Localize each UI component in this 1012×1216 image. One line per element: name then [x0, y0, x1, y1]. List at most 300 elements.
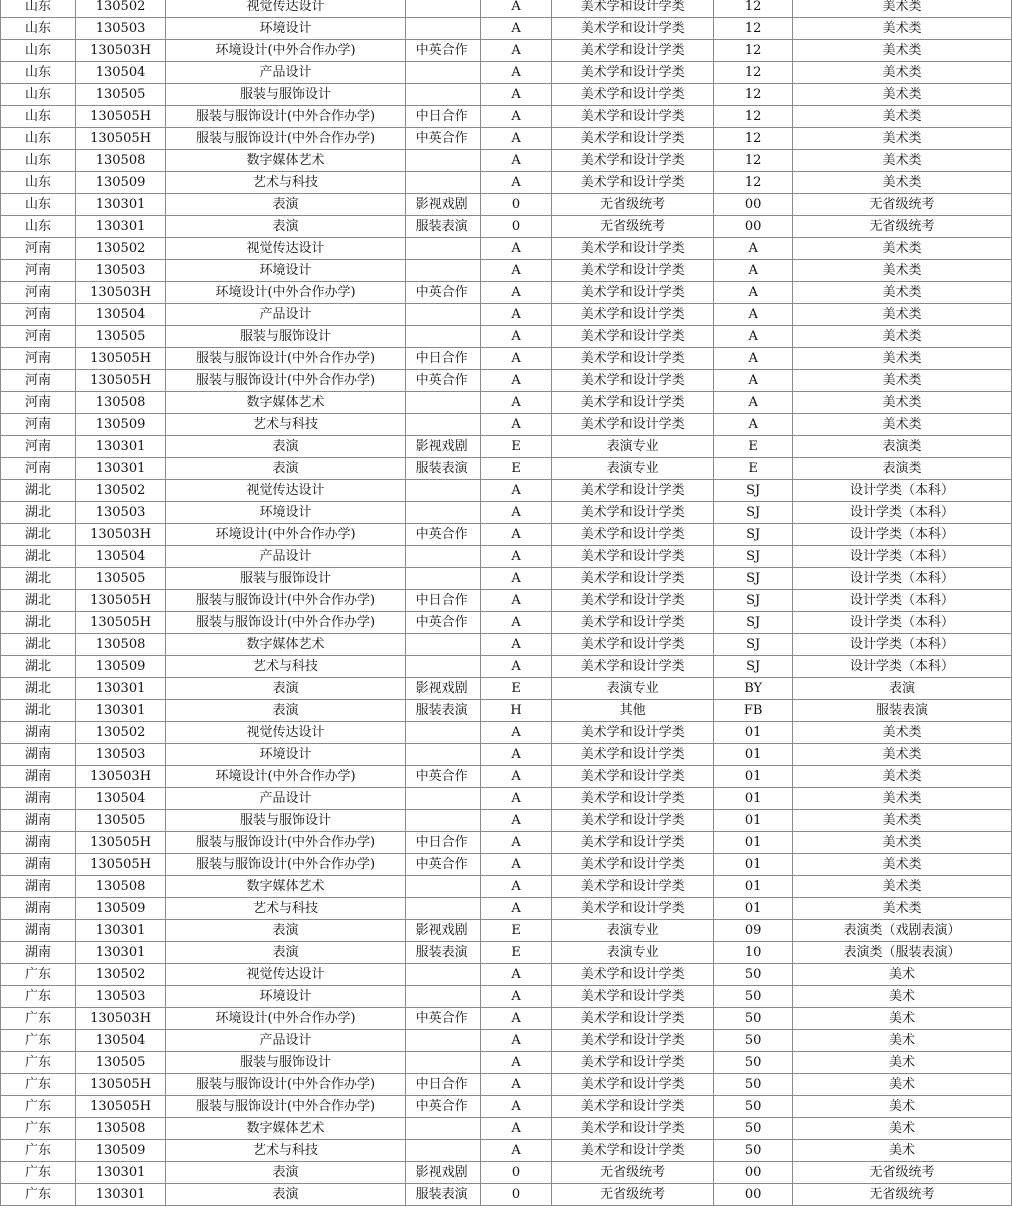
note-cell [405, 964, 481, 986]
major-name-cell: 服装与服饰设计(中外合作办学) [166, 1074, 405, 1096]
major-name-cell: 服装与服饰设计(中外合作办学) [166, 1096, 405, 1118]
category-code-cell: E [481, 436, 552, 458]
exam-code-cell: 10 [714, 942, 793, 964]
table-row [1, 502, 1012, 524]
exam-code-cell: BY [714, 678, 793, 700]
major-name-cell: 服装与服饰设计(中外合作办学) [166, 348, 405, 370]
exam-code-cell: SJ [714, 590, 793, 612]
category-code-cell: A [481, 656, 552, 678]
major-name-cell: 产品设计 [166, 546, 405, 568]
major-code-cell: 130508 [75, 876, 166, 898]
note-cell [405, 1118, 481, 1140]
province-cell: 广东 [1, 1030, 76, 1052]
exam-code-cell: SJ [714, 480, 793, 502]
exam-name-cell: 表演类 [793, 458, 1012, 480]
category-code-cell: A [481, 304, 552, 326]
major-name-cell: 环境设计(中外合作办学) [166, 524, 405, 546]
exam-name-cell: 美术类 [793, 260, 1012, 282]
note-cell: 服装表演 [405, 458, 481, 480]
exam-name-cell: 美术类 [793, 348, 1012, 370]
province-cell: 湖南 [1, 920, 76, 942]
major-name-cell: 环境设计(中外合作办学) [166, 40, 405, 62]
major-code-cell: 130503H [75, 282, 166, 304]
category-name-cell: 无省级统考 [551, 216, 713, 238]
major-code-cell: 130301 [75, 436, 166, 458]
note-cell [405, 480, 481, 502]
category-code-cell: A [481, 898, 552, 920]
table-row [1, 1030, 1012, 1052]
note-cell: 中英合作 [405, 370, 481, 392]
category-name-cell: 美术学和设计学类 [551, 84, 713, 106]
province-cell: 湖北 [1, 700, 76, 722]
table-row [1, 40, 1012, 62]
category-code-cell: A [481, 348, 552, 370]
exam-name-cell: 美术 [793, 986, 1012, 1008]
major-name-cell: 服装与服饰设计 [166, 568, 405, 590]
exam-name-cell: 表演 [793, 678, 1012, 700]
table-row [1, 766, 1012, 788]
exam-name-cell: 无省级统考 [793, 216, 1012, 238]
exam-name-cell: 表演类 [793, 436, 1012, 458]
major-name-cell: 环境设计 [166, 986, 405, 1008]
major-name-cell: 表演 [166, 194, 405, 216]
table-row [1, 238, 1012, 260]
exam-name-cell: 美术 [793, 1074, 1012, 1096]
category-code-cell: A [481, 766, 552, 788]
note-cell: 中英合作 [405, 524, 481, 546]
table-row [1, 1184, 1012, 1206]
note-cell [405, 238, 481, 260]
category-code-cell: 0 [481, 1184, 552, 1206]
major-name-cell: 产品设计 [166, 304, 405, 326]
category-name-cell: 表演专业 [551, 436, 713, 458]
exam-code-cell: 50 [714, 1030, 793, 1052]
category-code-cell: E [481, 920, 552, 942]
category-code-cell: A [481, 986, 552, 1008]
major-name-cell: 服装与服饰设计 [166, 326, 405, 348]
province-cell: 湖南 [1, 722, 76, 744]
exam-code-cell: 12 [714, 18, 793, 40]
exam-name-cell: 美术类 [793, 106, 1012, 128]
table-row [1, 722, 1012, 744]
table-row [1, 656, 1012, 678]
exam-name-cell: 美术类 [793, 414, 1012, 436]
note-cell [405, 0, 481, 18]
category-code-cell: A [481, 1008, 552, 1030]
exam-name-cell: 美术类 [793, 40, 1012, 62]
exam-name-cell: 美术类 [793, 128, 1012, 150]
exam-name-cell: 无省级统考 [793, 194, 1012, 216]
exam-name-cell: 美术 [793, 1118, 1012, 1140]
note-cell: 中日合作 [405, 1074, 481, 1096]
exam-name-cell: 无省级统考 [793, 1162, 1012, 1184]
exam-name-cell: 美术类 [793, 744, 1012, 766]
table-row [1, 1118, 1012, 1140]
table-row [1, 986, 1012, 1008]
note-cell [405, 18, 481, 40]
exam-code-cell: 50 [714, 1008, 793, 1030]
exam-code-cell: 50 [714, 1118, 793, 1140]
exam-name-cell: 美术类 [793, 832, 1012, 854]
category-code-cell: A [481, 590, 552, 612]
province-cell: 湖北 [1, 502, 76, 524]
province-cell: 湖北 [1, 634, 76, 656]
category-code-cell: A [481, 722, 552, 744]
major-code-cell: 130504 [75, 1030, 166, 1052]
major-code-cell: 130508 [75, 392, 166, 414]
category-code-cell: A [481, 480, 552, 502]
table-row [1, 1052, 1012, 1074]
exam-code-cell: A [714, 326, 793, 348]
exam-name-cell: 设计学类（本科） [793, 590, 1012, 612]
table-row [1, 964, 1012, 986]
category-name-cell: 表演专业 [551, 458, 713, 480]
exam-code-cell: 01 [714, 744, 793, 766]
major-code-cell: 130505 [75, 326, 166, 348]
major-name-cell: 表演 [166, 458, 405, 480]
note-cell: 影视戏剧 [405, 436, 481, 458]
province-cell: 湖南 [1, 766, 76, 788]
category-name-cell: 美术学和设计学类 [551, 1096, 713, 1118]
exam-code-cell: A [714, 392, 793, 414]
major-code-cell: 130505 [75, 1052, 166, 1074]
table-row [1, 128, 1012, 150]
major-name-cell: 服装与服饰设计(中外合作办学) [166, 128, 405, 150]
exam-code-cell: 12 [714, 0, 793, 18]
category-name-cell: 美术学和设计学类 [551, 1140, 713, 1162]
note-cell: 影视戏剧 [405, 920, 481, 942]
exam-code-cell: 01 [714, 722, 793, 744]
major-code-cell: 130508 [75, 1118, 166, 1140]
exam-name-cell: 美术类 [793, 370, 1012, 392]
exam-code-cell: 00 [714, 1162, 793, 1184]
table-row [1, 678, 1012, 700]
category-code-cell: E [481, 678, 552, 700]
category-name-cell: 美术学和设计学类 [551, 348, 713, 370]
category-code-cell: A [481, 282, 552, 304]
province-cell: 广东 [1, 1184, 76, 1206]
major-code-cell: 130504 [75, 546, 166, 568]
exam-code-cell: FB [714, 700, 793, 722]
category-name-cell: 美术学和设计学类 [551, 876, 713, 898]
major-code-cell: 130505H [75, 128, 166, 150]
exam-code-cell: 01 [714, 766, 793, 788]
category-name-cell: 美术学和设计学类 [551, 18, 713, 40]
category-name-cell: 无省级统考 [551, 1184, 713, 1206]
category-name-cell: 美术学和设计学类 [551, 964, 713, 986]
note-cell [405, 150, 481, 172]
major-name-cell: 环境设计(中外合作办学) [166, 1008, 405, 1030]
exam-name-cell: 美术 [793, 1030, 1012, 1052]
category-code-cell: A [481, 260, 552, 282]
category-name-cell: 美术学和设计学类 [551, 414, 713, 436]
exam-code-cell: E [714, 458, 793, 480]
exam-name-cell: 美术 [793, 1140, 1012, 1162]
table-row [1, 1140, 1012, 1162]
exam-code-cell: 50 [714, 1074, 793, 1096]
category-code-cell: A [481, 414, 552, 436]
note-cell [405, 810, 481, 832]
province-cell: 湖北 [1, 678, 76, 700]
note-cell: 影视戏剧 [405, 194, 481, 216]
note-cell: 影视戏剧 [405, 1162, 481, 1184]
exam-name-cell: 美术类 [793, 304, 1012, 326]
province-cell: 山东 [1, 128, 76, 150]
major-name-cell: 表演 [166, 216, 405, 238]
note-cell [405, 414, 481, 436]
exam-code-cell: 09 [714, 920, 793, 942]
province-cell: 湖北 [1, 568, 76, 590]
province-cell: 山东 [1, 216, 76, 238]
note-cell: 中英合作 [405, 128, 481, 150]
note-cell: 服装表演 [405, 1184, 481, 1206]
exam-code-cell: 50 [714, 986, 793, 1008]
category-code-cell: A [481, 788, 552, 810]
major-code-cell: 130503 [75, 260, 166, 282]
exam-code-cell: 01 [714, 832, 793, 854]
category-code-cell: E [481, 942, 552, 964]
province-cell: 河南 [1, 458, 76, 480]
category-name-cell: 表演专业 [551, 920, 713, 942]
major-name-cell: 服装与服饰设计(中外合作办学) [166, 612, 405, 634]
category-name-cell: 美术学和设计学类 [551, 128, 713, 150]
exam-code-cell: 50 [714, 1052, 793, 1074]
category-code-cell: A [481, 150, 552, 172]
exam-name-cell: 美术类 [793, 854, 1012, 876]
exam-code-cell: A [714, 304, 793, 326]
note-cell: 中日合作 [405, 832, 481, 854]
exam-name-cell: 美术类 [793, 172, 1012, 194]
major-code-cell: 130505 [75, 84, 166, 106]
note-cell [405, 392, 481, 414]
major-name-cell: 产品设计 [166, 788, 405, 810]
note-cell [405, 986, 481, 1008]
exam-code-cell: A [714, 414, 793, 436]
exam-code-cell: 01 [714, 898, 793, 920]
exam-name-cell: 美术类 [793, 876, 1012, 898]
table-row [1, 0, 1012, 18]
note-cell [405, 898, 481, 920]
table-row [1, 172, 1012, 194]
category-code-cell: A [481, 854, 552, 876]
table-row [1, 458, 1012, 480]
major-name-cell: 表演 [166, 700, 405, 722]
category-code-cell: A [481, 370, 552, 392]
exam-name-cell: 美术类 [793, 0, 1012, 18]
category-code-cell: 0 [481, 216, 552, 238]
major-code-cell: 130301 [75, 216, 166, 238]
exam-code-cell: 12 [714, 172, 793, 194]
exam-code-cell: SJ [714, 656, 793, 678]
category-name-cell: 美术学和设计学类 [551, 0, 713, 18]
exam-code-cell: 12 [714, 84, 793, 106]
category-code-cell: A [481, 62, 552, 84]
exam-name-cell: 美术类 [793, 788, 1012, 810]
note-cell [405, 568, 481, 590]
major-code-cell: 130503 [75, 502, 166, 524]
exam-code-cell: SJ [714, 524, 793, 546]
note-cell: 中日合作 [405, 590, 481, 612]
category-name-cell: 美术学和设计学类 [551, 898, 713, 920]
exam-code-cell: 01 [714, 810, 793, 832]
province-cell: 湖南 [1, 832, 76, 854]
exam-name-cell: 美术类 [793, 898, 1012, 920]
note-cell: 中日合作 [405, 106, 481, 128]
table-row [1, 348, 1012, 370]
province-cell: 广东 [1, 1118, 76, 1140]
exam-name-cell: 设计学类（本科） [793, 612, 1012, 634]
major-code-cell: 130504 [75, 62, 166, 84]
category-code-cell: A [481, 392, 552, 414]
major-code-cell: 130509 [75, 414, 166, 436]
major-code-cell: 130505 [75, 568, 166, 590]
note-cell [405, 876, 481, 898]
exam-code-cell: SJ [714, 568, 793, 590]
note-cell [405, 634, 481, 656]
table-row [1, 612, 1012, 634]
major-code-cell: 130301 [75, 942, 166, 964]
major-name-cell: 表演 [166, 1184, 405, 1206]
table-row [1, 788, 1012, 810]
table-row [1, 304, 1012, 326]
major-code-cell: 130505H [75, 854, 166, 876]
major-name-cell: 艺术与科技 [166, 656, 405, 678]
category-code-cell: A [481, 810, 552, 832]
province-cell: 湖北 [1, 480, 76, 502]
category-name-cell: 美术学和设计学类 [551, 40, 713, 62]
exam-name-cell: 美术类 [793, 766, 1012, 788]
category-name-cell: 美术学和设计学类 [551, 634, 713, 656]
exam-code-cell: A [714, 370, 793, 392]
major-name-cell: 艺术与科技 [166, 898, 405, 920]
category-name-cell: 美术学和设计学类 [551, 62, 713, 84]
major-code-cell: 130503 [75, 744, 166, 766]
major-code-cell: 130502 [75, 964, 166, 986]
note-cell: 中日合作 [405, 348, 481, 370]
province-cell: 河南 [1, 348, 76, 370]
exam-code-cell: 00 [714, 194, 793, 216]
exam-name-cell: 美术类 [793, 392, 1012, 414]
category-code-cell: A [481, 1096, 552, 1118]
table-row [1, 414, 1012, 436]
major-code-cell: 130502 [75, 722, 166, 744]
major-code-cell: 130509 [75, 172, 166, 194]
category-code-cell: A [481, 0, 552, 18]
note-cell: 中英合作 [405, 612, 481, 634]
category-name-cell: 美术学和设计学类 [551, 1118, 713, 1140]
major-name-cell: 环境设计 [166, 502, 405, 524]
major-code-cell: 130509 [75, 898, 166, 920]
major-name-cell: 视觉传达设计 [166, 480, 405, 502]
category-name-cell: 美术学和设计学类 [551, 282, 713, 304]
exam-name-cell: 美术类 [793, 810, 1012, 832]
province-cell: 河南 [1, 238, 76, 260]
exam-name-cell: 美术类 [793, 722, 1012, 744]
exam-name-cell: 设计学类（本科） [793, 502, 1012, 524]
exam-name-cell: 美术 [793, 964, 1012, 986]
category-name-cell: 美术学和设计学类 [551, 238, 713, 260]
province-cell: 山东 [1, 0, 76, 18]
major-code-cell: 130505H [75, 612, 166, 634]
table-row [1, 744, 1012, 766]
province-cell: 湖南 [1, 788, 76, 810]
note-cell [405, 172, 481, 194]
province-cell: 山东 [1, 106, 76, 128]
exam-code-cell: 50 [714, 1140, 793, 1162]
category-code-cell: A [481, 1052, 552, 1074]
province-cell: 广东 [1, 1162, 76, 1184]
category-name-cell: 美术学和设计学类 [551, 524, 713, 546]
category-code-cell: A [481, 524, 552, 546]
major-code-cell: 130301 [75, 194, 166, 216]
province-cell: 河南 [1, 436, 76, 458]
exam-code-cell: A [714, 238, 793, 260]
province-cell: 山东 [1, 150, 76, 172]
major-name-cell: 表演 [166, 1162, 405, 1184]
major-code-cell: 130505H [75, 1096, 166, 1118]
category-name-cell: 美术学和设计学类 [551, 502, 713, 524]
category-code-cell: A [481, 238, 552, 260]
table-row [1, 920, 1012, 942]
category-name-cell: 美术学和设计学类 [551, 106, 713, 128]
major-name-cell: 环境设计 [166, 260, 405, 282]
province-cell: 山东 [1, 40, 76, 62]
province-cell: 河南 [1, 260, 76, 282]
major-name-cell: 服装与服饰设计(中外合作办学) [166, 854, 405, 876]
category-name-cell: 美术学和设计学类 [551, 1052, 713, 1074]
exam-code-cell: A [714, 348, 793, 370]
category-name-cell: 美术学和设计学类 [551, 590, 713, 612]
table-row [1, 898, 1012, 920]
province-cell: 湖北 [1, 546, 76, 568]
table-row [1, 216, 1012, 238]
table-row [1, 942, 1012, 964]
table-row [1, 1096, 1012, 1118]
province-cell: 河南 [1, 414, 76, 436]
major-code-cell: 130301 [75, 458, 166, 480]
table-row [1, 810, 1012, 832]
major-code-cell: 130301 [75, 1184, 166, 1206]
category-code-cell: A [481, 832, 552, 854]
category-name-cell: 美术学和设计学类 [551, 172, 713, 194]
category-name-cell: 美术学和设计学类 [551, 370, 713, 392]
exam-code-cell: 00 [714, 1184, 793, 1206]
category-code-cell: 0 [481, 194, 552, 216]
table-row [1, 876, 1012, 898]
category-name-cell: 美术学和设计学类 [551, 722, 713, 744]
exam-code-cell: SJ [714, 546, 793, 568]
category-code-cell: A [481, 18, 552, 40]
major-name-cell: 服装与服饰设计 [166, 1052, 405, 1074]
major-name-cell: 环境设计 [166, 744, 405, 766]
province-cell: 湖南 [1, 744, 76, 766]
major-name-cell: 艺术与科技 [166, 172, 405, 194]
province-cell: 河南 [1, 392, 76, 414]
major-code-cell: 130505H [75, 370, 166, 392]
major-code-cell: 130301 [75, 920, 166, 942]
table-row [1, 832, 1012, 854]
province-cell: 广东 [1, 1074, 76, 1096]
category-name-cell: 美术学和设计学类 [551, 656, 713, 678]
category-code-cell: E [481, 458, 552, 480]
major-name-cell: 视觉传达设计 [166, 238, 405, 260]
table-row [1, 568, 1012, 590]
note-cell [405, 788, 481, 810]
major-code-cell: 130505H [75, 1074, 166, 1096]
major-name-cell: 环境设计(中外合作办学) [166, 282, 405, 304]
exam-name-cell: 美术 [793, 1008, 1012, 1030]
major-code-cell: 130504 [75, 788, 166, 810]
